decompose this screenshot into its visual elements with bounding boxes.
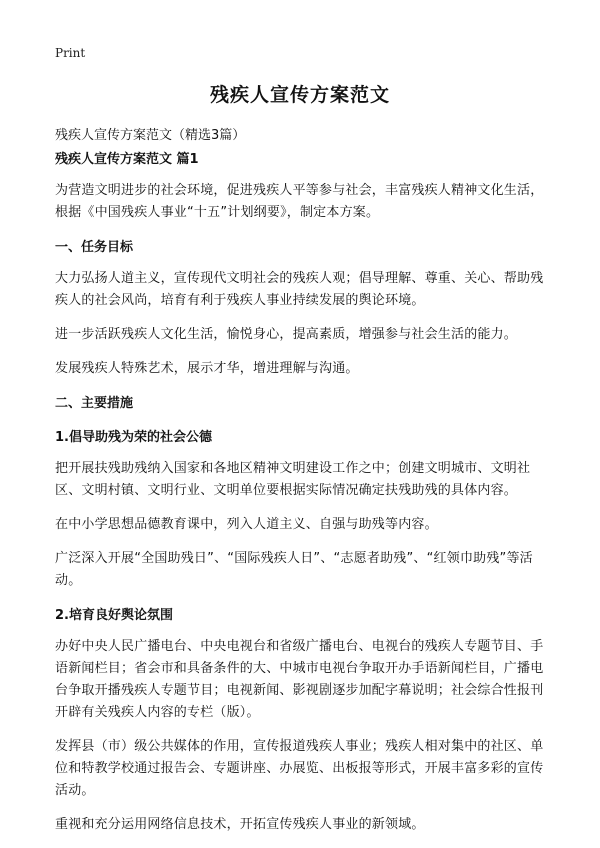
- goals-paragraph-2: 进一步活跃残疾人文化生活，愉悦身心，提高素质，增强参与社会生活的能力。: [55, 327, 518, 342]
- morality-paragraph-2: 在中小学思想品德教育课中，列入人道主义、自强与助残等内容。: [55, 517, 438, 532]
- print-link[interactable]: Print: [55, 46, 86, 60]
- section-heading-goals: 一、任务目标: [55, 240, 134, 255]
- section-heading-measures: 二、主要措施: [55, 396, 134, 411]
- page-title: 残疾人宣传方案范文: [209, 84, 390, 106]
- morality-paragraph-1: 把开展扶残助残纳入国家和各地区精神文明建设工作之中；创建文明城市、文明社区、文明村镇、文明行业、文明单位要根据实际情况确定扶残助残的具体内容。: [55, 461, 531, 498]
- intro-paragraph: 为营造文明进步的社会环境，促进残疾人平等参与社会，丰富残疾人精神文化生活，根据《中国残疾人事业“十五”计划纲要》，制定本方案。: [55, 183, 544, 220]
- subsection-heading-morality: 1.倡导助残为荣的社会公德: [55, 430, 212, 445]
- morality-paragraph-3: 广泛深入开展“全国助残日”、“国际残疾人日”、“志愿者助残”、“红领巾助残”等活动。: [55, 551, 533, 588]
- goals-paragraph-3: 发展残疾人特殊艺术，展示才华，增进理解与沟通。: [55, 361, 359, 376]
- subsection-heading-opinion: 2.培育良好舆论氛围: [55, 608, 173, 623]
- opinion-paragraph-3: 重视和充分运用网络信息技术，开拓宣传残疾人事业的新领域。: [55, 817, 425, 832]
- goals-paragraph-1: 大力弘扬人道主义，宣传现代文明社会的残疾人观；倡导理解、尊重、关心、帮助残疾人的社会风尚，培育有利于残疾人事业持续发展的舆论环境。: [55, 271, 544, 308]
- article-heading: 残疾人宣传方案范文 篇1: [55, 152, 199, 167]
- article-body: [55, 150, 550, 848]
- opinion-paragraph-2: 发挥县（市）级公共媒体的作用，宣传报道残疾人事业；残疾人相对集中的社区、单位和特教学校通过报告会、专题讲座、办展览、出板报等形式，开展丰富多彩的宣传活动。: [55, 739, 544, 798]
- opinion-paragraph-1: 办好中央人民广播电台、中央电视台和省级广播电台、电视台的残疾人专题节目、手语新闻栏目；省会市和具备条件的大、中城市电视台争取开办手语新闻栏目，广播电台争取开播残疾人专题节目；电视新闻、影视剧逐步加配字幕说明；社会综合性报刊开辟有关残疾人内容的专栏（版）。: [55, 639, 544, 720]
- document-subtitle: 残疾人宣传方案范文（精选3篇）: [55, 128, 246, 143]
